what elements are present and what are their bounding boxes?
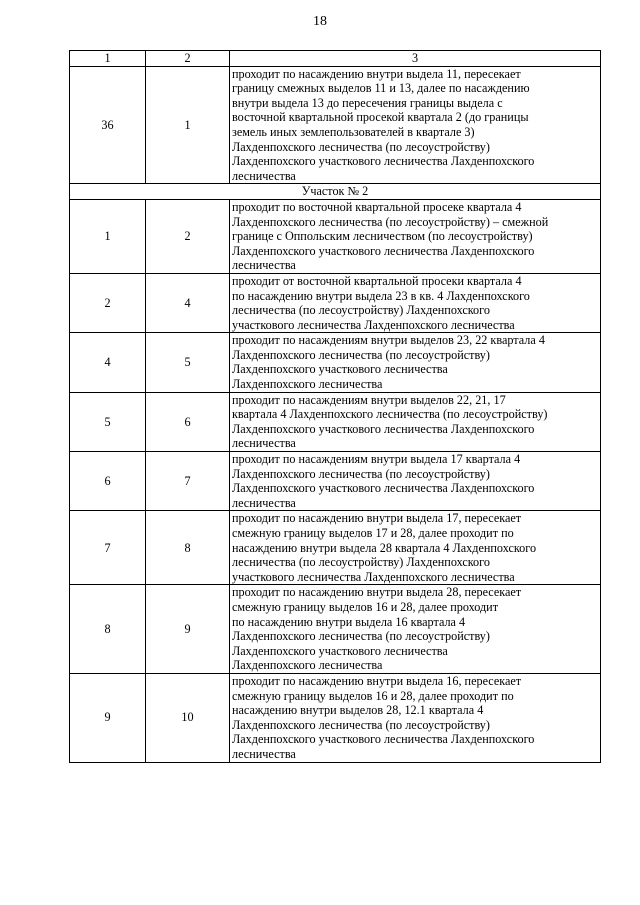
description-line: лесничества xyxy=(232,746,296,761)
description-line: Лахденпохского участкового лесничества Лахденпохского xyxy=(232,243,535,258)
description-line: Лахденпохского лесничества (по лесоустройству) xyxy=(232,347,490,362)
header-cell-2: 2 xyxy=(146,51,230,67)
description-line: границу смежных выделов 11 и 13, далее по насаждению xyxy=(232,81,530,96)
description-line: Лахденпохского участкового лесничества Лахденпохского xyxy=(232,481,535,496)
table-row xyxy=(70,585,601,674)
end-point-cell: 6 xyxy=(146,392,230,451)
start-point-cell: 9 xyxy=(70,673,146,762)
description-line: участкового лесничества Лахденпохского лесничества xyxy=(232,569,515,584)
table-row xyxy=(70,511,601,585)
description-line: Лахденпохского участкового лесничества xyxy=(232,362,448,377)
description-line: проходит по насаждению внутри выдела 28, пересекает xyxy=(232,585,522,600)
table-row xyxy=(70,273,601,332)
description-line: лесничества (по лесоустройству) Лахденпохского xyxy=(232,303,490,318)
description-line: смежную границу выделов 17 и 28, далее проходит по xyxy=(232,526,514,540)
end-point-cell: 1 xyxy=(146,66,230,184)
description-line: по насаждению внутри выдела 23 в кв. 4 Лахденпохского xyxy=(232,288,530,303)
start-point-cell: 4 xyxy=(70,333,146,392)
description-line: лесничества xyxy=(232,495,296,510)
description-line: по насаждению внутри выдела 16 квартала 4 xyxy=(232,614,466,629)
header-cell-1: 1 xyxy=(70,51,146,67)
description-line: проходит по насаждениям внутри выдела 17 квартала 4 xyxy=(232,452,521,467)
description-cell xyxy=(230,66,601,184)
table-row xyxy=(70,673,601,762)
end-point-cell: 9 xyxy=(146,585,230,674)
description-line: Лахденпохского лесничества (по лесоустройству) xyxy=(232,717,490,732)
table-row xyxy=(70,452,601,511)
end-point-cell: 5 xyxy=(146,333,230,392)
description-line: Лахденпохского лесничества xyxy=(232,658,383,673)
description-line: границе с Оппольским лесничеством (по лесоустройству) xyxy=(232,229,533,244)
description-line: Лахденпохского лесничества (по лесоустройству) xyxy=(232,139,490,154)
description-line: смежную границу выделов 16 и 28, далее проходит xyxy=(232,599,499,614)
description-line: Лахденпохского участкового лесничества Лахденпохского xyxy=(232,421,535,436)
start-point-cell: 7 xyxy=(70,511,146,585)
description-line: лесничества xyxy=(232,168,296,183)
description-line: Лахденпохского лесничества (по лесоустройству) xyxy=(232,629,490,644)
table-row xyxy=(70,199,601,273)
description-line: проходит по насаждению внутри выдела 17, пересекает xyxy=(232,511,522,526)
end-point-cell: 2 xyxy=(146,199,230,273)
description-line: проходит от восточной квартальной просеки квартала 4 xyxy=(232,273,522,288)
description-line: Лахденпохского лесничества xyxy=(232,377,383,392)
end-point-cell: 4 xyxy=(146,273,230,332)
start-point-cell: 2 xyxy=(70,273,146,332)
description-line: проходит по насаждениям внутри выделов 23, 22 квартала 4 xyxy=(232,333,545,348)
header-cell-3: 3 xyxy=(230,51,601,67)
header-row xyxy=(70,51,601,67)
section-title: Участок № 2 xyxy=(70,184,601,200)
description-line: Лахденпохского участкового лесничества Лахденпохского xyxy=(232,154,535,169)
description-line: проходит по насаждению внутри выдела 11, пересекает xyxy=(232,66,521,81)
description-line: земель иных землепользователей в квартале 3) xyxy=(232,124,475,139)
end-point-cell: 10 xyxy=(146,673,230,762)
description-line: лесничества xyxy=(232,436,296,451)
table-row xyxy=(70,66,601,184)
description-line: насаждению внутри выдела 28 квартала 4 Лахденпохского xyxy=(232,540,537,555)
description-line: участкового лесничества Лахденпохского лесничества xyxy=(232,317,515,332)
description-line: лесничества (по лесоустройству) Лахденпохского xyxy=(232,555,490,570)
description-line: проходит по насаждениям внутри выделов 22, 21, 17 xyxy=(232,392,506,407)
page-number: 18 xyxy=(313,14,327,29)
start-point-cell: 8 xyxy=(70,585,146,674)
description-line: проходит по восточной квартальной просеке квартала 4 xyxy=(232,199,522,214)
description-line: лесничества xyxy=(232,258,296,273)
description-cell xyxy=(230,673,601,762)
boundary-description-table xyxy=(69,50,601,763)
section-row xyxy=(70,184,601,200)
description-line: Лахденпохского лесничества (по лесоустройству) xyxy=(232,466,490,481)
description-line: Лахденпохского участкового лесничества xyxy=(232,643,448,658)
description-line: Лахденпохского лесничества (по лесоустройству) – смежной xyxy=(232,214,549,229)
description-line: внутри выдела 13 до пересечения границы выдела с xyxy=(232,95,503,110)
description-line: Лахденпохского участкового лесничества Лахденпохского xyxy=(232,732,535,747)
table-row xyxy=(70,392,601,451)
end-point-cell: 7 xyxy=(146,452,230,511)
description-line: квартала 4 Лахденпохского лесничества (по лесоустройству) xyxy=(232,407,548,422)
description-line: насаждению внутри выделов 28, 12.1 квартала 4 xyxy=(232,703,484,718)
description-cell xyxy=(230,452,601,511)
description-line: восточной квартальной просекой квартала 2 (до границы xyxy=(232,110,529,125)
start-point-cell: 1 xyxy=(70,199,146,273)
start-point-cell: 5 xyxy=(70,392,146,451)
start-point-cell: 6 xyxy=(70,452,146,511)
description-cell xyxy=(230,392,601,451)
description-cell xyxy=(230,511,601,585)
description-cell xyxy=(230,333,601,392)
description-line: проходит по насаждению внутри выдела 16, пересекает xyxy=(232,673,522,688)
description-cell xyxy=(230,273,601,332)
end-point-cell: 8 xyxy=(146,511,230,585)
start-point-cell: 36 xyxy=(70,66,146,184)
description-cell xyxy=(230,585,601,674)
table-row xyxy=(70,333,601,392)
table-body xyxy=(70,51,601,763)
description-cell xyxy=(230,199,601,273)
description-line: смежную границу выделов 16 и 28, далее проходит по xyxy=(232,688,514,703)
